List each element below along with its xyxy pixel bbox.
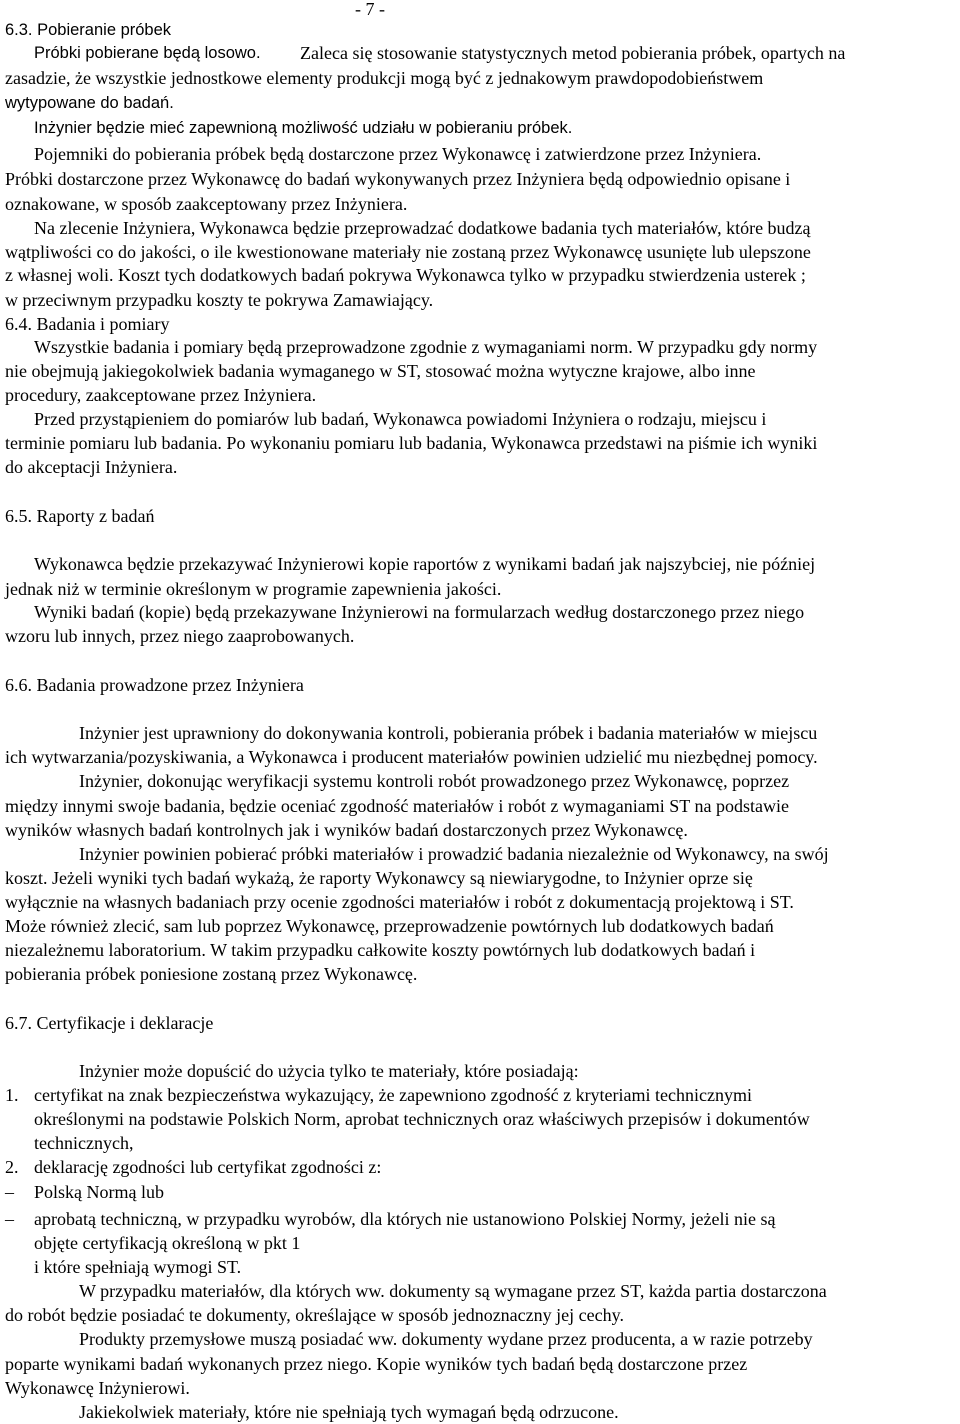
paragraph-line: nie obejmują jakiegokolwiek badania wymaganego w ST, stosować można wytyczne krajowe, albo inne [5,361,756,381]
paragraph-line: wątpliwości co do jakości, o ile kwestionowane materiały nie zostaną przez Wykonawcę usunięte lub ulepszone [5,242,811,262]
paragraph-line: do robót będzie posiadać te dokumenty, określające w sposób jednoznaczny jej cechy. [5,1305,624,1325]
paragraph-line: Wykonawcę Inżynierowi. [5,1378,190,1398]
paragraph-line: zasadzie, że wszystkie jednostkowe elementy produkcji mogą być z jednakowym prawdopodobieństwem [5,68,764,88]
list-number: 2. [5,1157,19,1177]
paragraph-line: ich wytwarzania/pozyskiwania, a Wykonawca i producent materiałów powinien udzielić mu niezbędnej pomocy. [5,747,818,767]
paragraph-line: Inżynier będzie mieć zapewnioną możliwość udziału w pobieraniu próbek. [34,119,573,137]
page-number: - 7 - [355,0,385,19]
paragraph-line: Inżynier może dopuścić do użycia tylko te materiały, które posiadają: [79,1061,579,1081]
section-heading-6-3: 6.3. Pobieranie próbek [5,21,172,39]
section-heading-6-6: 6.6. Badania prowadzone przez Inżyniera [5,675,304,695]
paragraph-line: Pojemniki do pobierania próbek będą dostarczone przez Wykonawcę i zatwierdzone przez Inżyniera. [34,144,762,164]
paragraph-line: Produkty przemysłowe muszą posiadać ww. dokumenty wydane przez producenta, a w razie potrzeby [79,1329,813,1349]
list-number: 1. [5,1085,19,1105]
sub-list-item: Polską Normą lub [34,1182,164,1202]
paragraph-line: Wykonawca będzie przekazywać Inżynierowi kopie raportów z wynikami badań jak najszybciej, nie później [34,554,816,574]
paragraph-line: Wyniki badań (kopie) będą przekazywane Inżynierowi na formularzach według dostarczonego przez niego [34,602,805,622]
paragraph-line: jednak niż w terminie określonym w programie zapewnienia jakości. [5,579,502,599]
section-heading-6-7: 6.7. Certyfikacje i deklaracje [5,1013,214,1033]
paragraph-line: Może również zlecić, sam lub poprzez Wykonawcę, przeprowadzenie powtórnych lub dodatkowych badań [5,916,774,936]
paragraph-line: w przeciwnym przypadku koszty te pokrywa Zamawiający. [5,290,434,310]
paragraph-line: wzoru lub innych, przez niego zaaprobowanych. [5,626,355,646]
paragraph-line: poparte wynikami badań wykonanych przez niego. Kopie wyników tych badań będą dostarczone przez [5,1354,748,1374]
paragraph-line: Zaleca się stosowanie statystycznych metod pobierania próbek, opartych na [300,43,846,63]
paragraph-line: Wszystkie badania i pomiary będą przeprowadzone zgodnie z wymaganiami norm. W przypadku gdy normy [34,337,818,357]
list-item-line: deklarację zgodności lub certyfikat zgodności z: [34,1157,382,1177]
section-heading-6-5: 6.5. Raporty z badań [5,506,155,526]
paragraph-line: Inżynier powinien pobierać próbki materiałów i prowadzić badania niezależnie od Wykonawcy, na swój [79,844,829,864]
paragraph-line: do akceptacji Inżyniera. [5,457,178,477]
paragraph-line: Na zlecenie Inżyniera, Wykonawca będzie przeprowadzać dodatkowe badania tych materiałów, które budzą [34,218,811,238]
sub-list-item: objęte certyfikacją określoną w pkt 1 [34,1233,301,1253]
paragraph-line: Inżynier, dokonując weryfikacji systemu kontroli robót prowadzonego przez Wykonawcę, poprzez [79,771,790,791]
paragraph-line: Przed przystąpieniem do pomiarów lub badań, Wykonawca powiadomi Inżyniera o rodzaju, miejscu i [34,409,767,429]
paragraph-line: między innymi swoje badania, będzie oceniać zgodność materiałów i robót z wymaganiami ST na podstawie [5,796,789,816]
paragraph-line: koszt. Jeżeli wyniki tych badań wykażą, że raporty Wykonawcy są niewiarygodne, to Inżynier oprze się [5,868,753,888]
dash-bullet: – [5,1182,14,1202]
list-item-line: określonymi na podstawie Polskich Norm, aprobat technicznych oraz właściwych przepisów i dokumentów [34,1109,810,1129]
section-heading-6-4: 6.4. Badania i pomiary [5,314,170,334]
paragraph-line: Próbki pobierane będą losowo. [34,44,261,62]
paragraph-line: pobierania próbek poniesione zostaną przez Wykonawcę. [5,964,418,984]
sub-list-item: aprobatą techniczną, w przypadku wyrobów, dla których nie ustanowiono Polskiej Normy, jeżeli nie są [34,1209,776,1229]
paragraph-line: Próbki dostarczone przez Wykonawcę do badań wykonywanych przez Inżyniera będą odpowiednio opisane i [5,169,791,189]
paragraph-line: procedury, zaakceptowane przez Inżyniera. [5,385,317,405]
list-item-line: certyfikat na znak bezpieczeństwa wykazujący, że zapewniono zgodność z kryteriami technicznymi [34,1085,752,1105]
dash-bullet: – [5,1209,14,1229]
paragraph-line: niezależnemu laboratorium. W takim przypadku całkowite koszty powtórnych lub dodatkowych badań i [5,940,756,960]
paragraph-line: oznakowane, w sposób zaakceptowany przez Inżyniera. [5,194,408,214]
paragraph-line: W przypadku materiałów, dla których ww. dokumenty są wymagane przez ST, każda partia dostarczona [79,1281,827,1301]
paragraph-line: z własnej woli. Koszt tych dodatkowych badań pokrywa Wykonawca tylko w przypadku stwierdzenia usterek ; [5,265,806,285]
sub-list-item: i które spełniają wymogi ST. [34,1257,242,1277]
list-item-line: technicznych, [34,1133,134,1153]
paragraph-line: wytypowane do badań. [5,94,174,112]
paragraph-line: Inżynier jest uprawniony do dokonywania kontroli, pobierania próbek i badania materiałów w miejscu [79,723,818,743]
paragraph-line: terminie pomiaru lub badania. Po wykonaniu pomiaru lub badania, Wykonawca przedstawi na piśmie ich wyniki [5,433,818,453]
paragraph-line: Jakiekolwiek materiały, które nie spełniają tych wymagań będą odrzucone. [79,1402,619,1422]
paragraph-line: wyników własnych badań kontrolnych jak i wyników badań dostarczonych przez Wykonawcę. [5,820,688,840]
paragraph-line: wyłącznie na własnych badaniach przy ocenie zgodności materiałów i robót z dokumentacją projektową i ST. [5,892,794,912]
